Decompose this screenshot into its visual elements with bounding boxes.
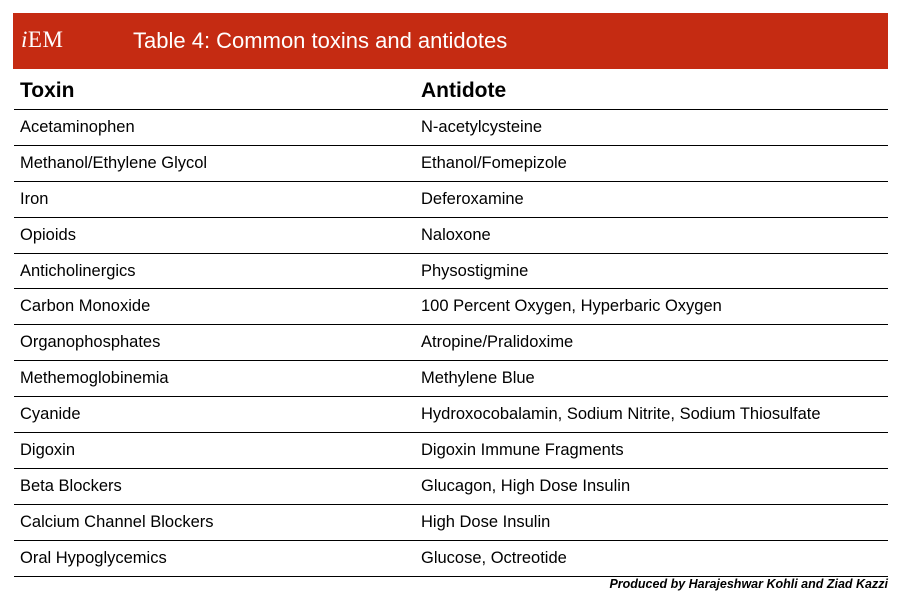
table-row (14, 433, 888, 469)
toxin-cell: Acetaminophen (20, 117, 135, 136)
table-header-row (14, 72, 888, 110)
table-row (14, 110, 888, 146)
column-header-toxin: Toxin (20, 78, 75, 102)
toxin-cell: Carbon Monoxide (20, 297, 151, 316)
title-banner (13, 13, 888, 69)
toxin-cell: Oral Hypoglycemics (20, 548, 167, 567)
toxin-cell: Opioids (20, 225, 76, 244)
logo-prefix: i (21, 27, 28, 52)
antidote-cell: Methylene Blue (421, 369, 535, 388)
toxin-cell: Methemoglobinemia (20, 369, 169, 388)
table-body (14, 110, 888, 577)
antidote-cell: Glucose, Octreotide (421, 548, 567, 567)
antidote-cell: N-acetylcysteine (421, 117, 543, 136)
toxin-cell: Digoxin (20, 440, 76, 459)
antidote-cell: Hydroxocobalamin, Sodium Nitrite, Sodium Thiosulfate (421, 405, 821, 424)
iem-logo (21, 27, 63, 53)
antidote-cell: Atropine/Pralidoxime (421, 333, 574, 352)
antidote-cell: Ethanol/Fomepizole (421, 153, 567, 172)
credit-line: Produced by Harajeshwar Kohli and Ziad Kazzi (609, 577, 888, 591)
antidote-cell: Naloxone (421, 225, 491, 244)
table-row (14, 289, 888, 325)
table-row (14, 182, 888, 218)
table-row (14, 397, 888, 433)
table-row (14, 469, 888, 505)
table-row (14, 361, 888, 397)
toxin-cell: Beta Blockers (20, 476, 122, 495)
toxin-cell: Cyanide (20, 405, 81, 424)
table-row (14, 146, 888, 182)
toxin-cell: Organophosphates (20, 333, 161, 352)
table-row (14, 541, 888, 577)
toxin-cell: Calcium Channel Blockers (20, 512, 214, 531)
toxin-cell: Methanol/Ethylene Glycol (20, 153, 208, 172)
antidote-cell: High Dose Insulin (421, 512, 551, 531)
antidote-cell: Deferoxamine (421, 189, 524, 208)
toxin-cell: Iron (20, 189, 49, 208)
table-row (14, 254, 888, 290)
table-row (14, 218, 888, 254)
table-row (14, 505, 888, 541)
toxins-table (14, 72, 888, 577)
logo-suffix: EM (27, 27, 64, 52)
antidote-cell: Glucagon, High Dose Insulin (421, 476, 631, 495)
column-header-antidote: Antidote (421, 78, 507, 102)
toxin-cell: Anticholinergics (20, 261, 136, 280)
table-row (14, 325, 888, 361)
antidote-cell: Digoxin Immune Fragments (421, 440, 624, 459)
page-title: Table 4: Common toxins and antidotes (133, 28, 508, 53)
antidote-cell: Physostigmine (421, 261, 529, 280)
antidote-cell: 100 Percent Oxygen, Hyperbaric Oxygen (421, 297, 722, 316)
